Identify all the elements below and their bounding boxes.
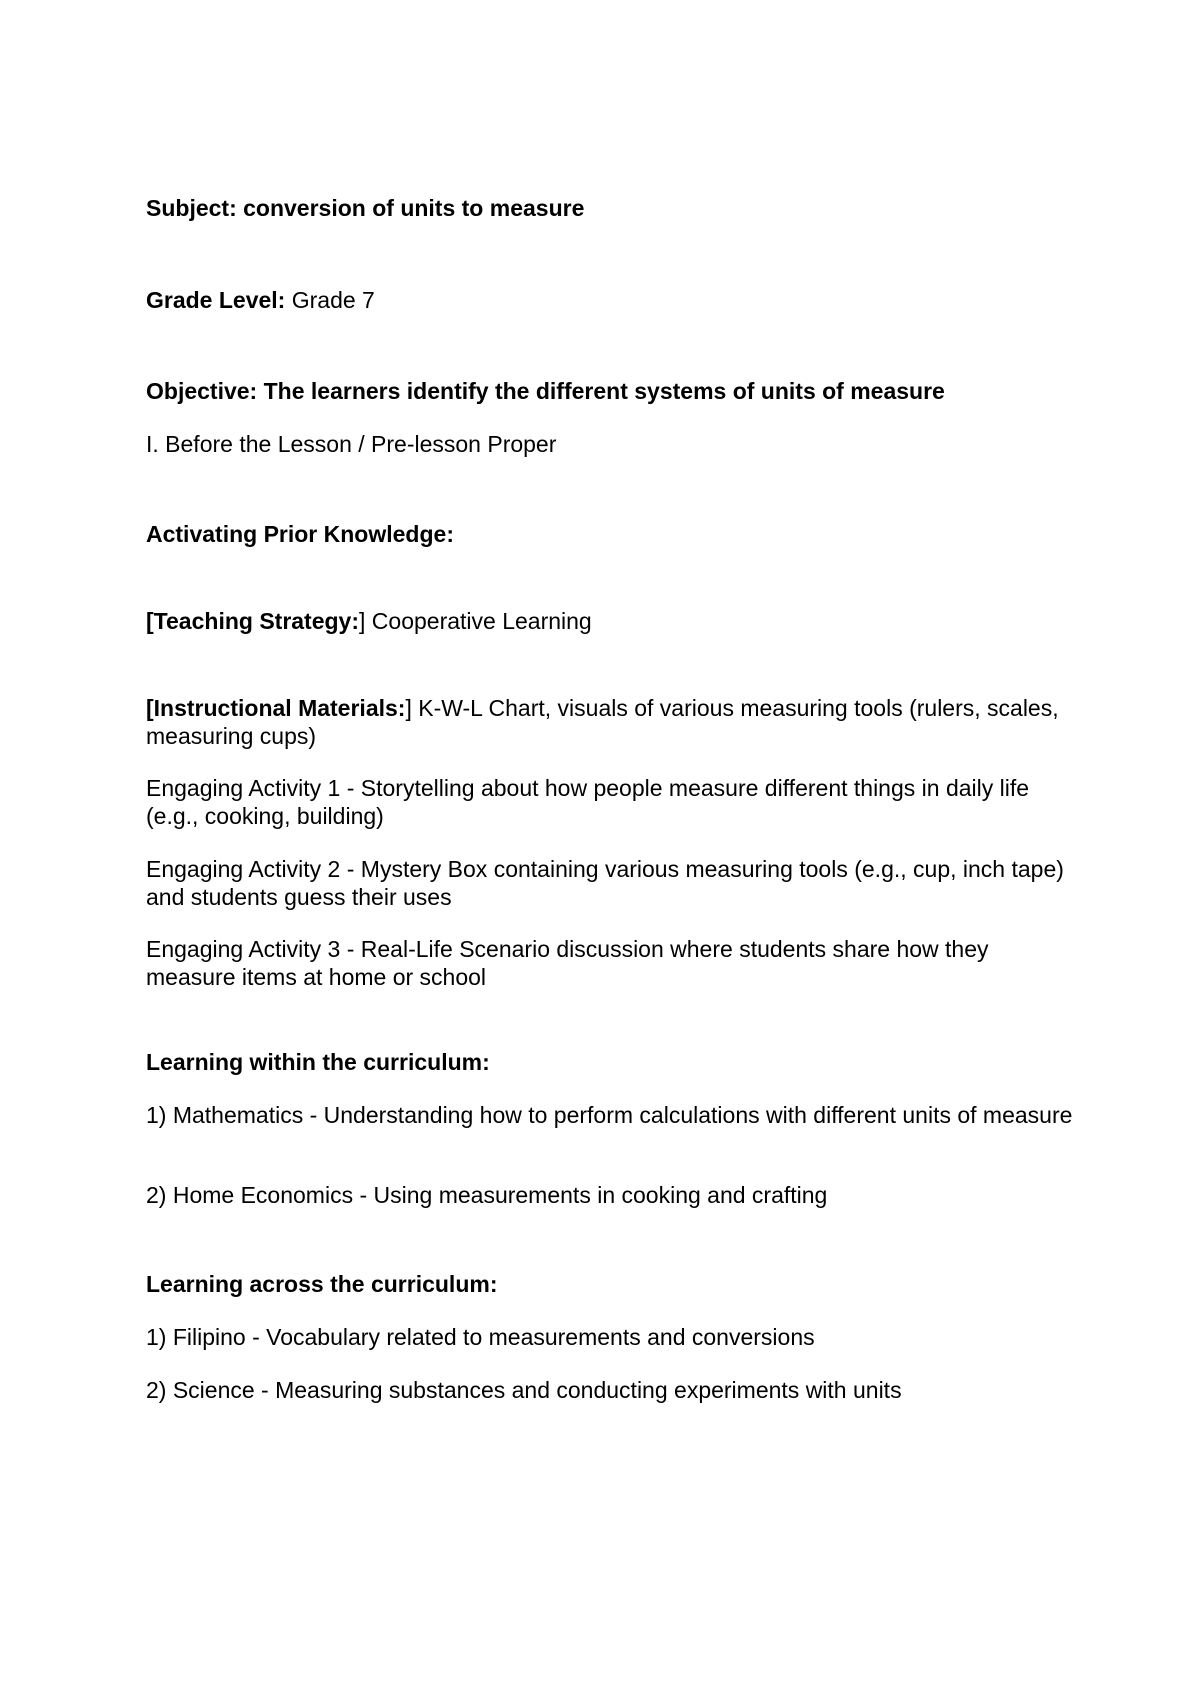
bracket-close: ] <box>405 695 412 721</box>
prior-knowledge-heading: Activating Prior Knowledge: <box>146 521 454 547</box>
subject-value: conversion of units to measure <box>243 195 585 221</box>
section-heading: I. Before the Lesson / Pre-lesson Proper <box>146 431 557 457</box>
instructional-materials-line <box>146 694 1076 750</box>
across-curriculum-item-1: 1) Filipino - Vocabulary related to measurements and conversions <box>146 1324 815 1350</box>
instructional-materials-value: K-W-L Chart, visuals of various measuring tools (rulers, scales, measuring cups) <box>146 695 1059 749</box>
grade-level-line <box>146 286 1076 314</box>
instructional-materials-label-text: Instructional Materials: <box>153 695 406 721</box>
across-curriculum-heading: Learning across the curriculum: <box>146 1271 498 1297</box>
engaging-activity-1: Engaging Activity 1 - Storytelling about how people measure different things in daily life (e.g., cooking, building) <box>146 775 1030 829</box>
engaging-activity-2: Engaging Activity 2 - Mystery Box containing various measuring tools (e.g., cup, inch tape) and students guess their uses <box>146 856 1064 910</box>
bracket-close: ] <box>359 608 366 634</box>
objective-line <box>146 377 1076 405</box>
teaching-strategy-label-text: Teaching Strategy: <box>153 608 360 634</box>
bracket-open: [ <box>146 695 154 721</box>
instructional-materials-label <box>146 695 405 721</box>
within-curriculum-heading: Learning within the curriculum: <box>146 1049 490 1075</box>
bracket-open: [ <box>146 608 154 634</box>
grade-level-value: Grade 7 <box>291 287 375 313</box>
teaching-strategy-label <box>146 608 359 634</box>
subject-line <box>146 194 1076 222</box>
across-curriculum-item-2: 2) Science - Measuring substances and conducting experiments with units <box>146 1377 902 1403</box>
objective-value: The learners identify the different systems of units of measure <box>263 378 945 404</box>
teaching-strategy-line <box>146 607 1076 635</box>
within-curriculum-item-2: 2) Home Economics - Using measurements in cooking and crafting <box>146 1182 828 1208</box>
engaging-activity-3: Engaging Activity 3 - Real-Life Scenario discussion where students share how they measure items at home or school <box>146 936 989 990</box>
teaching-strategy-value: Cooperative Learning <box>371 608 592 634</box>
subject-label: Subject: <box>146 195 237 221</box>
within-curriculum-item-1: 1) Mathematics - Understanding how to perform calculations with different units of measure <box>146 1102 1073 1128</box>
objective-label: Objective: <box>146 378 258 404</box>
grade-level-label: Grade Level: <box>146 287 286 313</box>
